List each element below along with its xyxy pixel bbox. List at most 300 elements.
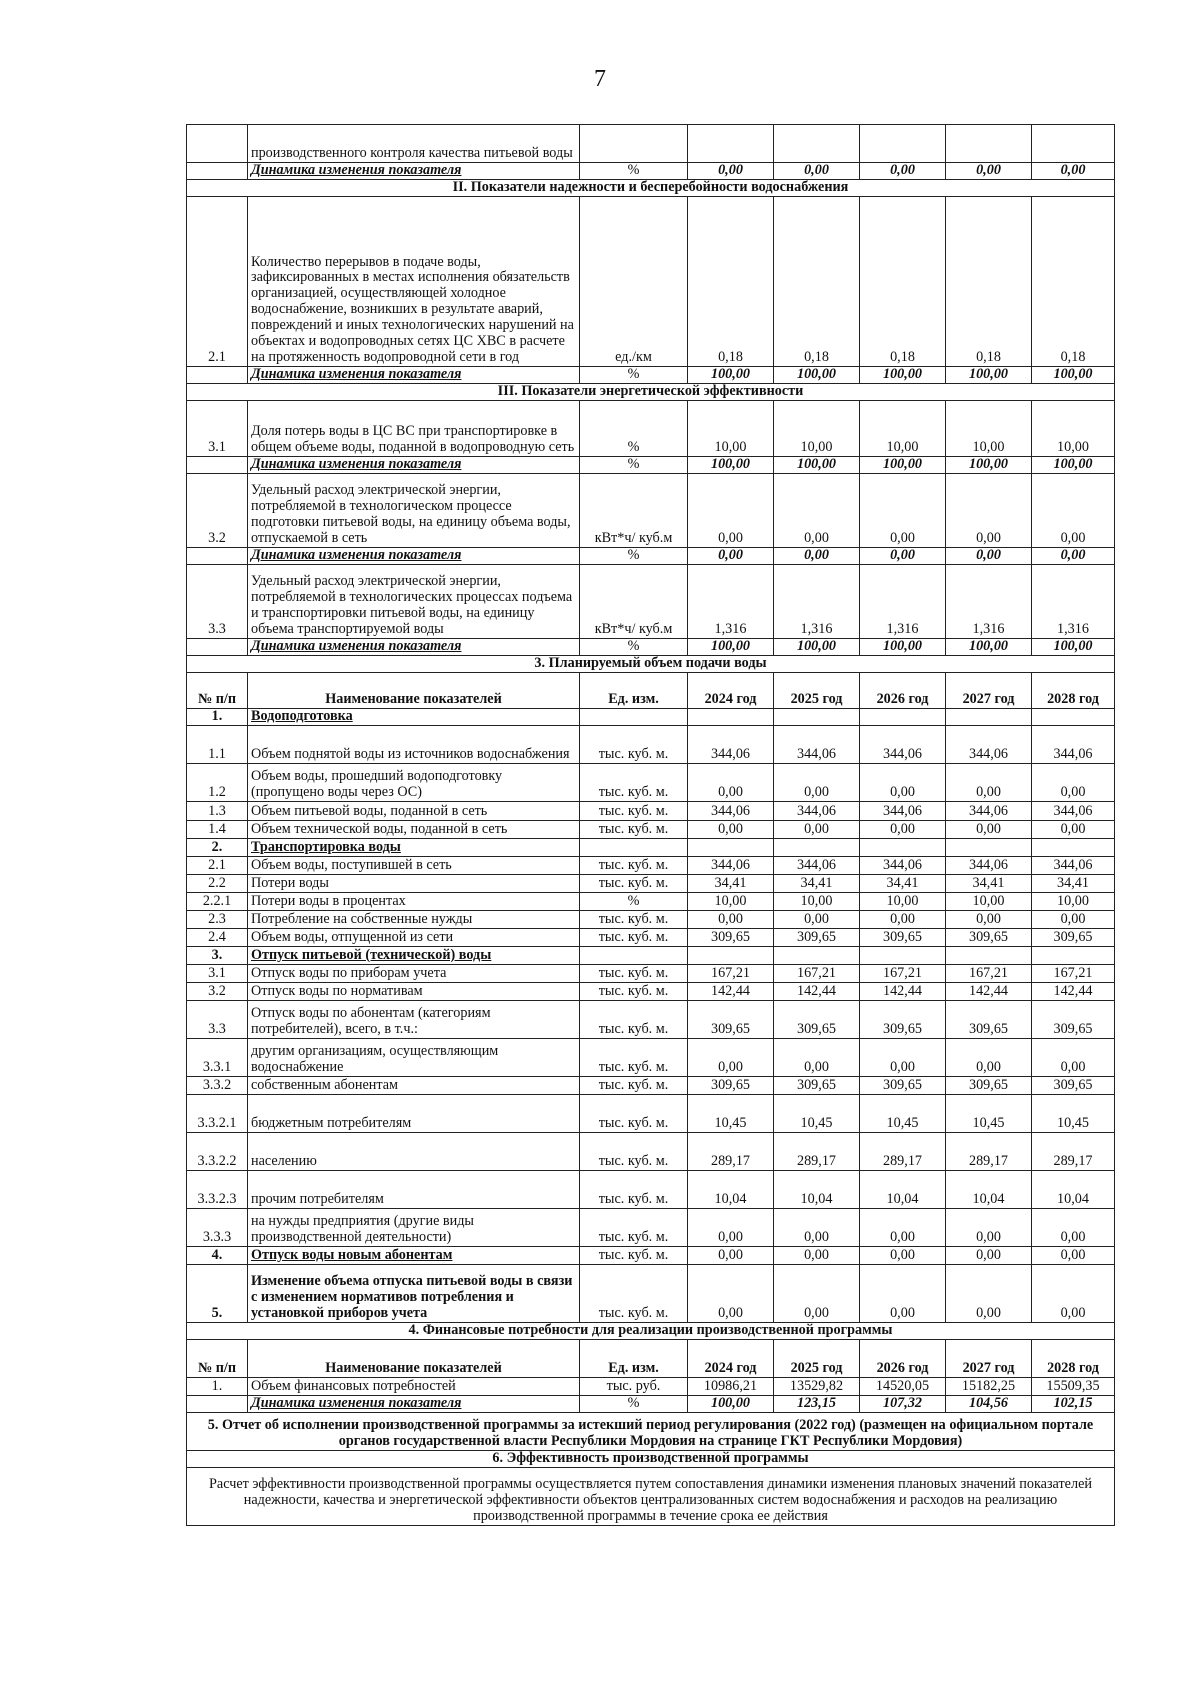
value-2028: 102,15 bbox=[1032, 1395, 1115, 1412]
row-number: 2.2.1 bbox=[187, 892, 248, 910]
value-2025: 0,18 bbox=[774, 196, 860, 366]
value-2027: 10,04 bbox=[946, 1170, 1032, 1208]
value-2026: 309,65 bbox=[860, 1000, 946, 1038]
value-2028: 15509,35 bbox=[1032, 1377, 1115, 1395]
table-row bbox=[187, 1377, 1115, 1395]
column-header-unit: Ед. изм. bbox=[580, 1339, 688, 1377]
value-2026: 309,65 bbox=[860, 1076, 946, 1094]
value-2028: 309,65 bbox=[1032, 1000, 1115, 1038]
row-name: Объем финансовых потребностей bbox=[248, 1377, 580, 1395]
efficiency-text: Расчет эффективности производственной программы осуществляется путем сопоставления динамики изменения плановых значений показателей надежности, качества и энергетической эффективности объектов централизованных систем водоснабжения и расходов на реализацию производственной программы в течение срока ее действия bbox=[187, 1467, 1115, 1525]
value-2025: 34,41 bbox=[774, 874, 860, 892]
value-2024: 10986,21 bbox=[688, 1377, 774, 1395]
dynamics-row bbox=[187, 456, 1115, 473]
value-2025: 0,00 bbox=[774, 1246, 860, 1264]
column-header-name: Наименование показателей bbox=[248, 1339, 580, 1377]
row-unit: тыс. куб. м. bbox=[580, 982, 688, 1000]
table-row bbox=[187, 874, 1115, 892]
column-header-name: Наименование показателей bbox=[248, 672, 580, 708]
value-2024: 0,00 bbox=[688, 1208, 774, 1246]
value-2025: 100,00 bbox=[774, 366, 860, 383]
value-2028: 309,65 bbox=[1032, 1076, 1115, 1094]
section-heading bbox=[187, 1322, 1115, 1339]
row-unit: % bbox=[580, 456, 688, 473]
column-header-2028: 2028 год bbox=[1032, 1339, 1115, 1377]
row-unit: % bbox=[580, 547, 688, 564]
row-name: Объем воды, поступившей в сеть bbox=[248, 856, 580, 874]
value-2024: 344,06 bbox=[688, 801, 774, 820]
value-2028: 0,00 bbox=[1032, 820, 1115, 838]
value-2027: 0,00 bbox=[946, 473, 1032, 547]
value-2027: 142,44 bbox=[946, 982, 1032, 1000]
column-header-2027: 2027 год bbox=[946, 1339, 1032, 1377]
group-row bbox=[187, 838, 1115, 856]
row-name: Объем поднятой воды из источников водоснабжения bbox=[248, 725, 580, 763]
table-row bbox=[187, 1000, 1115, 1038]
group-row bbox=[187, 946, 1115, 964]
value-2027: 100,00 bbox=[946, 366, 1032, 383]
row-number: 3.2 bbox=[187, 982, 248, 1000]
value-2025: 10,04 bbox=[774, 1170, 860, 1208]
value-2024: 10,45 bbox=[688, 1094, 774, 1132]
report-row bbox=[187, 1412, 1115, 1450]
section-title: 6. Эффективность производственной программы bbox=[187, 1450, 1115, 1467]
value-2028: 1,316 bbox=[1032, 564, 1115, 638]
value-2025: 0,00 bbox=[774, 473, 860, 547]
row-unit: тыс. куб. м. bbox=[580, 856, 688, 874]
section-title: 4. Финансовые потребности для реализации производственной программы bbox=[187, 1322, 1115, 1339]
row-number: 2.4 bbox=[187, 928, 248, 946]
value-2027: 0,00 bbox=[946, 820, 1032, 838]
row-unit: тыс. куб. м. bbox=[580, 874, 688, 892]
row-name: бюджетным потребителям bbox=[248, 1094, 580, 1132]
row-number: 3.3 bbox=[187, 564, 248, 638]
value-2028: 0,00 bbox=[1032, 1264, 1115, 1322]
value-2027: 34,41 bbox=[946, 874, 1032, 892]
value-2025: 0,00 bbox=[774, 910, 860, 928]
row-unit: % bbox=[580, 1395, 688, 1412]
value-2027: 10,00 bbox=[946, 400, 1032, 456]
value-2027: 15182,25 bbox=[946, 1377, 1032, 1395]
row-name: Объем технической воды, поданной в сеть bbox=[248, 820, 580, 838]
row-unit: % bbox=[580, 163, 688, 180]
table-row bbox=[187, 928, 1115, 946]
value-2026: 0,00 bbox=[860, 1264, 946, 1322]
column-header-2025: 2025 год bbox=[774, 672, 860, 708]
value-2027: 0,00 bbox=[946, 1038, 1032, 1076]
row-name: Удельный расход электрической энергии, потребляемой в технологическом процессе подготовки питьевой воды, на единицу объема воды, отпускаемой в сеть bbox=[248, 473, 580, 547]
value-2027: 100,00 bbox=[946, 456, 1032, 473]
value-2028: 0,00 bbox=[1032, 1038, 1115, 1076]
table-row bbox=[187, 196, 1115, 366]
value-2027: 344,06 bbox=[946, 856, 1032, 874]
value-2024: 0,00 bbox=[688, 910, 774, 928]
value-2026: 100,00 bbox=[860, 456, 946, 473]
row-unit: тыс. куб. м. bbox=[580, 1038, 688, 1076]
value-2025: 167,21 bbox=[774, 964, 860, 982]
table-header-row bbox=[187, 1339, 1115, 1377]
row-number: 5. bbox=[187, 1264, 248, 1322]
value-2028: 0,00 bbox=[1032, 1246, 1115, 1264]
value-2026: 0,00 bbox=[860, 473, 946, 547]
table-row bbox=[187, 125, 1115, 163]
row-name: Водоподготовка bbox=[248, 708, 580, 725]
value-2026: 10,45 bbox=[860, 1094, 946, 1132]
value-2028: 100,00 bbox=[1032, 638, 1115, 655]
row-unit: % bbox=[580, 638, 688, 655]
value-2026: 0,00 bbox=[860, 1208, 946, 1246]
column-header-2026: 2026 год bbox=[860, 672, 946, 708]
value-2027: 0,00 bbox=[946, 163, 1032, 180]
value-2027: 100,00 bbox=[946, 638, 1032, 655]
row-unit: кВт*ч/ куб.м bbox=[580, 564, 688, 638]
value-2028: 10,00 bbox=[1032, 892, 1115, 910]
value-2025: 0,00 bbox=[774, 1264, 860, 1322]
value-2025: 344,06 bbox=[774, 856, 860, 874]
value-2027: 0,00 bbox=[946, 1208, 1032, 1246]
value-2026: 0,00 bbox=[860, 163, 946, 180]
value-2026: 344,06 bbox=[860, 801, 946, 820]
row-unit: % bbox=[580, 400, 688, 456]
value-2024: 10,00 bbox=[688, 892, 774, 910]
column-header-number: № п/п bbox=[187, 672, 248, 708]
row-unit: % bbox=[580, 366, 688, 383]
row-number: 3. bbox=[187, 946, 248, 964]
value-2028: 344,06 bbox=[1032, 856, 1115, 874]
row-unit: тыс. куб. м. bbox=[580, 928, 688, 946]
row-number: 1. bbox=[187, 1377, 248, 1395]
value-2025: 0,00 bbox=[774, 1038, 860, 1076]
value-2024: 0,18 bbox=[688, 196, 774, 366]
row-name: Объем воды, отпущенной из сети bbox=[248, 928, 580, 946]
row-name: Потери воды bbox=[248, 874, 580, 892]
value-2027: 344,06 bbox=[946, 801, 1032, 820]
value-2026: 289,17 bbox=[860, 1132, 946, 1170]
row-name: Объем воды, прошедший водоподготовку (пропущено воды через ОС) bbox=[248, 763, 580, 801]
value-2028: 344,06 bbox=[1032, 801, 1115, 820]
value-2026: 0,18 bbox=[860, 196, 946, 366]
value-2024: 1,316 bbox=[688, 564, 774, 638]
section-heading bbox=[187, 655, 1115, 672]
value-2025: 344,06 bbox=[774, 801, 860, 820]
value-2028: 100,00 bbox=[1032, 366, 1115, 383]
row-number: 2.1 bbox=[187, 196, 248, 366]
row-unit: тыс. куб. м. bbox=[580, 910, 688, 928]
value-2025: 0,00 bbox=[774, 547, 860, 564]
row-number: 1.2 bbox=[187, 763, 248, 801]
row-name: Удельный расход электрической энергии, потребляемой в технологических процессах подъема и транспортировки питьевой воды, на единицу объема транспортируемой воды bbox=[248, 564, 580, 638]
value-2026: 309,65 bbox=[860, 928, 946, 946]
value-2028: 344,06 bbox=[1032, 725, 1115, 763]
group-row bbox=[187, 708, 1115, 725]
value-2028: 0,00 bbox=[1032, 547, 1115, 564]
value-2025: 289,17 bbox=[774, 1132, 860, 1170]
row-number: 3.3.3 bbox=[187, 1208, 248, 1246]
row-name: на нужды предприятия (другие виды производственной деятельности) bbox=[248, 1208, 580, 1246]
row-number: 3.1 bbox=[187, 964, 248, 982]
row-number: 3.1 bbox=[187, 400, 248, 456]
value-2024: 100,00 bbox=[688, 638, 774, 655]
value-2026: 167,21 bbox=[860, 964, 946, 982]
value-2026: 1,316 bbox=[860, 564, 946, 638]
section-title: II. Показатели надежности и бесперебойности водоснабжения bbox=[187, 179, 1115, 196]
value-2027: 344,06 bbox=[946, 725, 1032, 763]
table-row bbox=[187, 820, 1115, 838]
column-header-2024: 2024 год bbox=[688, 1339, 774, 1377]
row-name: Потребление на собственные нужды bbox=[248, 910, 580, 928]
row-name: Динамика изменения показателя bbox=[248, 1395, 580, 1412]
table-row bbox=[187, 801, 1115, 820]
value-2025: 309,65 bbox=[774, 1076, 860, 1094]
row-unit: % bbox=[580, 892, 688, 910]
value-2025: 0,00 bbox=[774, 820, 860, 838]
value-2026: 142,44 bbox=[860, 982, 946, 1000]
value-2028: 10,45 bbox=[1032, 1094, 1115, 1132]
row-unit: кВт*ч/ куб.м bbox=[580, 473, 688, 547]
value-2028: 34,41 bbox=[1032, 874, 1115, 892]
value-2024: 0,00 bbox=[688, 763, 774, 801]
row-unit: тыс. куб. м. bbox=[580, 725, 688, 763]
value-2026: 0,00 bbox=[860, 763, 946, 801]
value-2025: 10,45 bbox=[774, 1094, 860, 1132]
row-name: Динамика изменения показателя bbox=[248, 547, 580, 564]
row-number: 3.2 bbox=[187, 473, 248, 547]
value-2028: 0,00 bbox=[1032, 763, 1115, 801]
row-unit: тыс. куб. м. bbox=[580, 801, 688, 820]
table-row bbox=[187, 400, 1115, 456]
value-2024: 10,00 bbox=[688, 400, 774, 456]
column-header-2024: 2024 год bbox=[688, 672, 774, 708]
table-row bbox=[187, 910, 1115, 928]
value-2028: 0,00 bbox=[1032, 473, 1115, 547]
value-2026: 0,00 bbox=[860, 547, 946, 564]
production-program-table bbox=[186, 124, 1115, 1526]
value-2026: 10,00 bbox=[860, 400, 946, 456]
row-unit: тыс. куб. м. bbox=[580, 820, 688, 838]
table-row bbox=[187, 1076, 1115, 1094]
value-2027: 0,00 bbox=[946, 763, 1032, 801]
value-2024: 0,00 bbox=[688, 1038, 774, 1076]
row-unit: тыс. куб. м. bbox=[580, 1246, 688, 1264]
section-title: 3. Планируемый объем подачи воды bbox=[187, 655, 1115, 672]
row-number: 3.3.2.3 bbox=[187, 1170, 248, 1208]
value-2024: 0,00 bbox=[688, 820, 774, 838]
value-2024: 142,44 bbox=[688, 982, 774, 1000]
row-number: 2.3 bbox=[187, 910, 248, 928]
value-2028: 0,00 bbox=[1032, 910, 1115, 928]
value-2028: 100,00 bbox=[1032, 456, 1115, 473]
row-number: 3.3.2.1 bbox=[187, 1094, 248, 1132]
row-unit: тыс. куб. м. bbox=[580, 1208, 688, 1246]
value-2024: 10,04 bbox=[688, 1170, 774, 1208]
table-header-row bbox=[187, 672, 1115, 708]
table-row bbox=[187, 964, 1115, 982]
column-header-number: № п/п bbox=[187, 1339, 248, 1377]
row-unit: тыс. куб. м. bbox=[580, 1132, 688, 1170]
value-2026: 344,06 bbox=[860, 856, 946, 874]
row-name: собственным абонентам bbox=[248, 1076, 580, 1094]
table-row bbox=[187, 1038, 1115, 1076]
value-2028: 289,17 bbox=[1032, 1132, 1115, 1170]
row-name: Потери воды в процентах bbox=[248, 892, 580, 910]
row-name: Отпуск воды по приборам учета bbox=[248, 964, 580, 982]
row-number: 1. bbox=[187, 708, 248, 725]
value-2024: 309,65 bbox=[688, 1000, 774, 1038]
value-2026: 10,04 bbox=[860, 1170, 946, 1208]
value-2026: 34,41 bbox=[860, 874, 946, 892]
value-2025: 123,15 bbox=[774, 1395, 860, 1412]
row-unit: тыс. куб. м. bbox=[580, 964, 688, 982]
row-unit: тыс. куб. м. bbox=[580, 1094, 688, 1132]
table-row bbox=[187, 1208, 1115, 1246]
row-unit: тыс. куб. м. bbox=[580, 763, 688, 801]
row-unit: тыс. куб. м. bbox=[580, 1076, 688, 1094]
value-2026: 0,00 bbox=[860, 820, 946, 838]
value-2024: 344,06 bbox=[688, 725, 774, 763]
value-2025: 0,00 bbox=[774, 163, 860, 180]
section-heading bbox=[187, 1450, 1115, 1467]
table-row bbox=[187, 1132, 1115, 1170]
row-number: 3.3 bbox=[187, 1000, 248, 1038]
dynamics-row bbox=[187, 163, 1115, 180]
dynamics-row bbox=[187, 638, 1115, 655]
value-2024: 309,65 bbox=[688, 928, 774, 946]
row-name: Транспортировка воды bbox=[248, 838, 580, 856]
value-2026: 14520,05 bbox=[860, 1377, 946, 1395]
value-2025: 10,00 bbox=[774, 400, 860, 456]
table-row bbox=[187, 1170, 1115, 1208]
page-number: 7 bbox=[594, 66, 606, 92]
row-unit: тыс. куб. м. bbox=[580, 1170, 688, 1208]
dynamics-row bbox=[187, 547, 1115, 564]
value-2024: 344,06 bbox=[688, 856, 774, 874]
value-2026: 0,00 bbox=[860, 1038, 946, 1076]
table-row bbox=[187, 564, 1115, 638]
report-text: 5. Отчет об исполнении производственной программы за истекший период регулирования (2022 год) (размещен на официальном портале органов государственной власти Республики Мордовия на странице ГКТ Республики Мордовия) bbox=[187, 1412, 1115, 1450]
value-2026: 344,06 bbox=[860, 725, 946, 763]
value-2024: 289,17 bbox=[688, 1132, 774, 1170]
column-header-2026: 2026 год bbox=[860, 1339, 946, 1377]
row-number: 1.4 bbox=[187, 820, 248, 838]
table-row bbox=[187, 856, 1115, 874]
table-row bbox=[187, 892, 1115, 910]
value-2024: 309,65 bbox=[688, 1076, 774, 1094]
table-row bbox=[187, 763, 1115, 801]
table-row bbox=[187, 1264, 1115, 1322]
value-2027: 0,00 bbox=[946, 547, 1032, 564]
value-2025: 0,00 bbox=[774, 1208, 860, 1246]
value-2025: 1,316 bbox=[774, 564, 860, 638]
value-2024: 100,00 bbox=[688, 456, 774, 473]
value-2025: 344,06 bbox=[774, 725, 860, 763]
row-name: другим организациям, осуществляющим водоснабжение bbox=[248, 1038, 580, 1076]
row-unit: ед./км bbox=[580, 196, 688, 366]
row-name: Отпуск воды новым абонентам bbox=[248, 1246, 580, 1264]
column-header-unit: Ед. изм. bbox=[580, 672, 688, 708]
value-2026: 107,32 bbox=[860, 1395, 946, 1412]
value-2024: 0,00 bbox=[688, 163, 774, 180]
value-2028: 0,00 bbox=[1032, 163, 1115, 180]
row-number: 2.1 bbox=[187, 856, 248, 874]
value-2028: 309,65 bbox=[1032, 928, 1115, 946]
row-number: 3.3.2.2 bbox=[187, 1132, 248, 1170]
value-2025: 100,00 bbox=[774, 456, 860, 473]
value-2024: 0,00 bbox=[688, 473, 774, 547]
row-name: Количество перерывов в подаче воды, зафиксированных в местах исполнения обязательств организацией, осуществляющей холодное водоснабжение, возникших в результате аварий, повреждений и иных технологических нарушений на объектах и водопроводных сетях ЦС ХВС в расчете на протяженность водопроводной сети в год bbox=[248, 196, 580, 366]
row-number: 2. bbox=[187, 838, 248, 856]
row-name: Динамика изменения показателя bbox=[248, 163, 580, 180]
table-row bbox=[187, 982, 1115, 1000]
value-2025: 142,44 bbox=[774, 982, 860, 1000]
row-number: 3.3.1 bbox=[187, 1038, 248, 1076]
efficiency-row bbox=[187, 1467, 1115, 1525]
row-name: Динамика изменения показателя bbox=[248, 456, 580, 473]
section-heading bbox=[187, 383, 1115, 400]
row-name: производственного контроля качества питьевой воды bbox=[248, 125, 580, 163]
row-unit: тыс. куб. м. bbox=[580, 1000, 688, 1038]
table-row bbox=[187, 1094, 1115, 1132]
row-name: Доля потерь воды в ЦС ВС при транспортировке в общем объеме воды, поданной в водопроводную сеть bbox=[248, 400, 580, 456]
value-2026: 10,00 bbox=[860, 892, 946, 910]
value-2026: 100,00 bbox=[860, 638, 946, 655]
value-2027: 0,00 bbox=[946, 910, 1032, 928]
value-2024: 167,21 bbox=[688, 964, 774, 982]
section-title: III. Показатели энергетической эффективности bbox=[187, 383, 1115, 400]
dynamics-row bbox=[187, 1395, 1115, 1412]
value-2025: 309,65 bbox=[774, 1000, 860, 1038]
value-2026: 0,00 bbox=[860, 910, 946, 928]
value-2027: 10,00 bbox=[946, 892, 1032, 910]
row-name: Динамика изменения показателя bbox=[248, 366, 580, 383]
row-name: Отпуск воды по абонентам (категориям потребителей), всего, в т.ч.: bbox=[248, 1000, 580, 1038]
row-number: 3.3.2 bbox=[187, 1076, 248, 1094]
value-2027: 0,18 bbox=[946, 196, 1032, 366]
value-2027: 289,17 bbox=[946, 1132, 1032, 1170]
value-2026: 100,00 bbox=[860, 366, 946, 383]
row-name: Объем питьевой воды, поданной в сеть bbox=[248, 801, 580, 820]
column-header-2027: 2027 год bbox=[946, 672, 1032, 708]
value-2025: 13529,82 bbox=[774, 1377, 860, 1395]
value-2024: 0,00 bbox=[688, 1264, 774, 1322]
table-row bbox=[187, 725, 1115, 763]
value-2028: 142,44 bbox=[1032, 982, 1115, 1000]
section-heading bbox=[187, 179, 1115, 196]
row-number: 4. bbox=[187, 1246, 248, 1264]
dynamics-row bbox=[187, 366, 1115, 383]
value-2024: 0,00 bbox=[688, 547, 774, 564]
row-name: прочим потребителям bbox=[248, 1170, 580, 1208]
row-name: Отпуск питьевой (технической) воды bbox=[248, 946, 580, 964]
value-2027: 167,21 bbox=[946, 964, 1032, 982]
value-2024: 34,41 bbox=[688, 874, 774, 892]
value-2024: 100,00 bbox=[688, 366, 774, 383]
value-2027: 309,65 bbox=[946, 1000, 1032, 1038]
value-2025: 10,00 bbox=[774, 892, 860, 910]
value-2024: 100,00 bbox=[688, 1395, 774, 1412]
value-2026: 0,00 bbox=[860, 1246, 946, 1264]
value-2028: 10,00 bbox=[1032, 400, 1115, 456]
value-2027: 0,00 bbox=[946, 1264, 1032, 1322]
column-header-2025: 2025 год bbox=[774, 1339, 860, 1377]
value-2027: 1,316 bbox=[946, 564, 1032, 638]
value-2028: 167,21 bbox=[1032, 964, 1115, 982]
value-2025: 309,65 bbox=[774, 928, 860, 946]
table-row bbox=[187, 1246, 1115, 1264]
value-2028: 10,04 bbox=[1032, 1170, 1115, 1208]
row-number: 1.1 bbox=[187, 725, 248, 763]
value-2024: 0,00 bbox=[688, 1246, 774, 1264]
row-unit: тыс. руб. bbox=[580, 1377, 688, 1395]
